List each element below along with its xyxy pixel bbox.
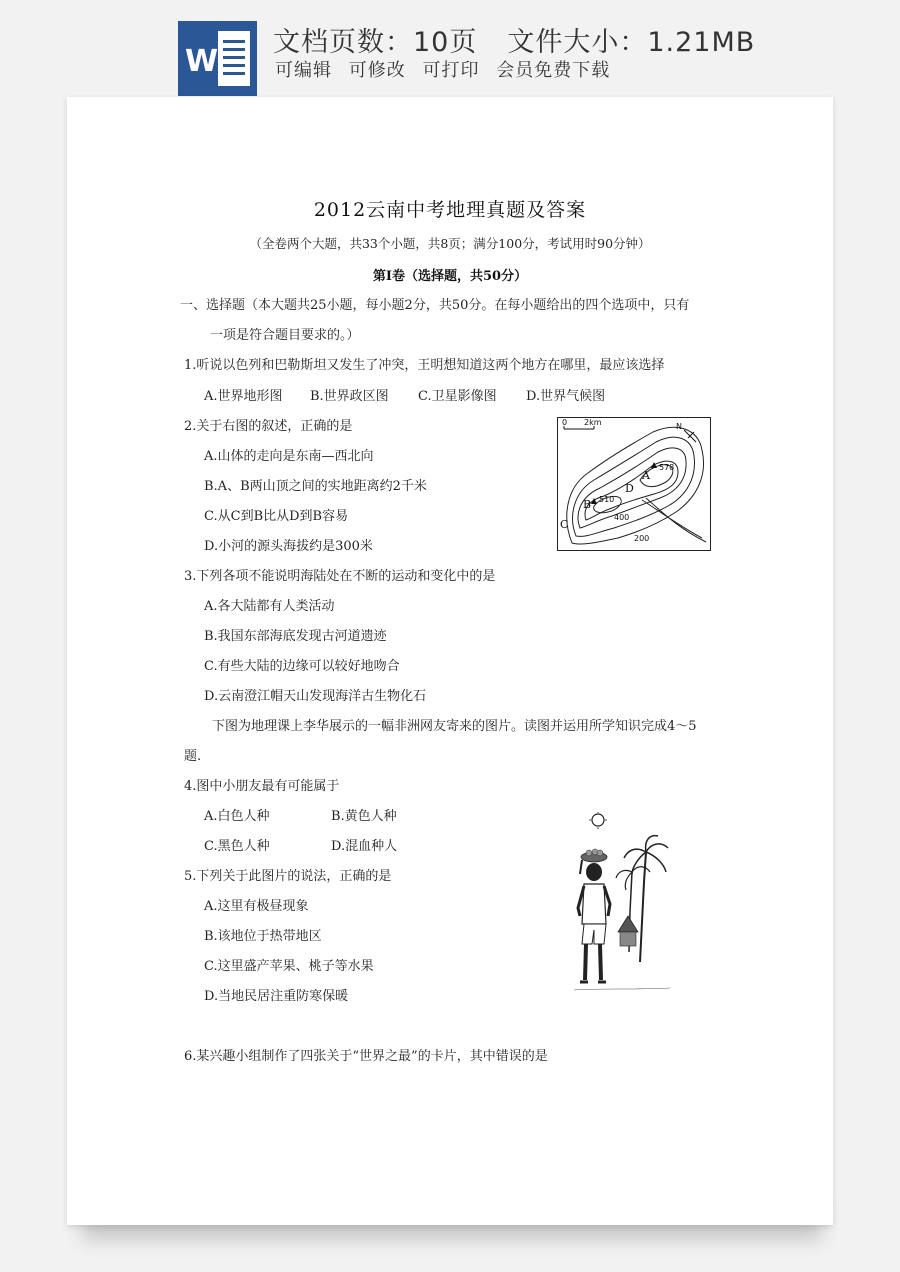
question-5: 5.下列关于此图片的说法，正确的是 [184, 869, 392, 884]
point-b: B [583, 498, 592, 511]
word-document-icon [178, 21, 257, 96]
document-info-banner [0, 0, 900, 100]
q4-option-d: D.混血种人 [331, 839, 398, 854]
feature-printable: 可打印 [422, 60, 480, 81]
passage-intro-cont: 题. [184, 749, 202, 764]
page-count: 文档页数：10页 [273, 27, 478, 58]
feature-editable: 可编辑 [275, 60, 332, 81]
map-scale-label: 2km [584, 418, 602, 427]
q1-option-d: D.世界气候图 [526, 389, 606, 404]
part-instructions-cont: 一项是符合题目要求的。） [210, 328, 360, 343]
svg-text:W: W [185, 44, 219, 79]
feature-modifiable: 可修改 [348, 60, 406, 81]
q3-option-c: C.有些大陆的边缘可以较好地吻合 [204, 659, 400, 674]
question-1: 1.听说以色列和巴勒斯坦又发生了冲突，王明想知道这两个地方在哪里，最应该选择 [184, 358, 665, 373]
q1-option-a: A.世界地形图 [204, 389, 283, 404]
q1-option-c: C.卫星影像图 [418, 389, 497, 404]
q5-option-b: B.该地位于热带地区 [204, 929, 322, 944]
q4-option-c: C.黑色人种 [204, 839, 270, 854]
q3-option-a: A.各大陆都有人类活动 [204, 599, 335, 614]
feature-member-download: 会员免费下载 [496, 60, 611, 81]
page-title: 2012云南中考地理真题及答案 [313, 199, 587, 221]
contour-map [557, 417, 711, 551]
contour-400: 400 [614, 513, 630, 522]
african-child-illustration [572, 812, 672, 1002]
exam-info: （全卷两个大题，共33个小题，共8页；满分100分，考试用时90分钟） [249, 236, 651, 251]
q2-option-a: A.山体的走向是东南—西北向 [204, 449, 374, 464]
question-3: 3.下列各项不能说明海陆处在不断的运动和变化中的是 [184, 569, 496, 584]
file-size: 文件大小：1.21MB [507, 27, 756, 58]
q2-option-d: D.小河的源头海拔约是300米 [204, 539, 373, 554]
point-c: C [560, 518, 569, 531]
map-scale-zero: 0 [562, 418, 568, 427]
question-6: 6.某兴趣小组制作了四张关于“世界之最”的卡片，其中错误的是 [184, 1049, 548, 1064]
document-features [275, 56, 620, 82]
map-north-label: N [676, 422, 682, 431]
question-4: 4.图中小朋友最有可能属于 [184, 779, 340, 794]
part-instructions: 一、选择题（本大题共25小题，每小题2分，共50分。在每小题给出的四个选项中，只有 [180, 298, 690, 313]
point-d: D [625, 482, 634, 495]
document-stats [273, 20, 755, 59]
q5-option-d: D.当地民居注重防寒保暖 [204, 989, 349, 1004]
q4-option-b: B.黄色人种 [331, 809, 397, 824]
q2-option-b: B.A、B两山顶之间的实地距离约2千米 [204, 479, 427, 494]
contour-200: 200 [634, 534, 650, 543]
q4-option-a: A.白色人种 [204, 809, 270, 824]
passage-intro: 下图为地理课上李华展示的一幅非洲网友寄来的图片。读图并运用所学知识完成4～5 [212, 719, 697, 734]
elevation-b: 510 [599, 495, 615, 504]
elevation-a: 578 [659, 463, 675, 472]
q5-option-a: A.这里有极昼现象 [204, 899, 309, 914]
q1-option-b: B.世界政区图 [310, 389, 389, 404]
q3-option-d: D.云南澄江帽天山发现海洋古生物化石 [204, 689, 427, 704]
q3-option-b: B.我国东部海底发现古河道遗迹 [204, 629, 387, 644]
point-a: A [642, 469, 650, 482]
question-2: 2.关于右图的叙述，正确的是 [184, 419, 353, 434]
document-page [67, 97, 833, 1225]
q2-option-c: C.从C到B比从D到B容易 [204, 509, 349, 524]
section-heading: 第Ⅰ卷（选择题，共50分） [372, 269, 528, 284]
q5-option-c: C.这里盛产苹果、桃子等水果 [204, 959, 374, 974]
